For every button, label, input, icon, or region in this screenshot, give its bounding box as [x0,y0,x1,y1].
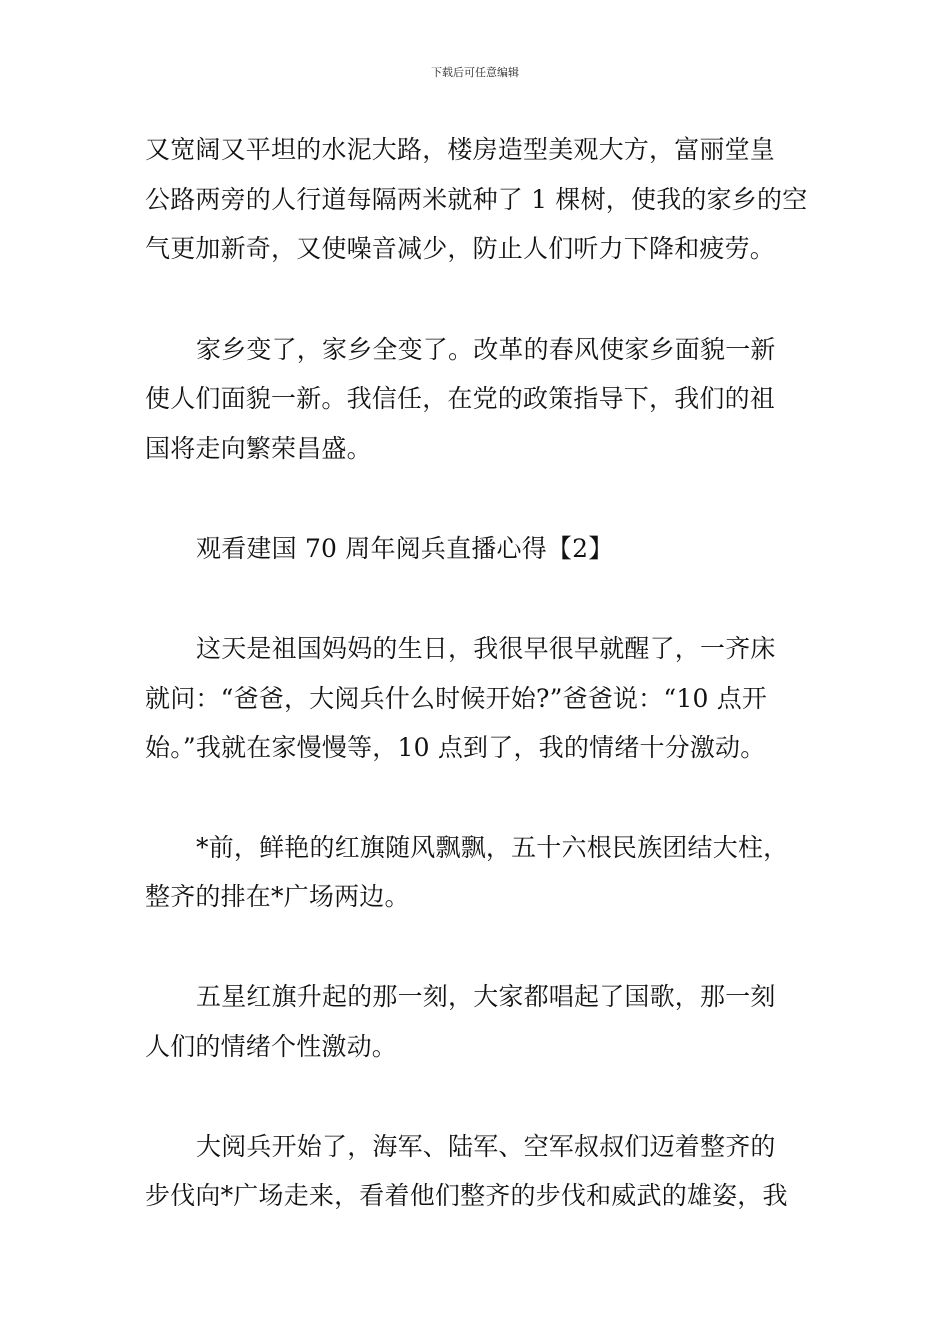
paragraph-1-line-2: 公路两旁的人行道每隔两米就种了 1 棵树，使我的家乡的空 [145,185,808,214]
paragraph-6-line-1: 大阅兵开始了，海军、陆军、空军叔叔们迈着整齐的 [196,1132,776,1161]
paragraph-6-line-2: 步伐向*广场走来，看着他们整齐的步伐和威武的雄姿，我 [145,1181,788,1210]
paragraph-1-line-1: 又宽阔又平坦的水泥大路，楼房造型美观大方，富丽堂皇 [145,135,776,164]
paragraph-2-line-3: 国将走向繁荣昌盛。 [145,434,372,463]
section-heading: 观看建国 70 周年阅兵直播心得【2】 [196,534,614,563]
paragraph-2-line-2: 使人们面貌一新。我信任，在党的政策指导下，我们的祖 [145,384,776,413]
paragraph-3-line-3: 始。”我就在家慢慢等，10 点到了，我的情绪十分激动。 [145,733,766,762]
paragraph-5-line-1: 五星红旗升起的那一刻，大家都唱起了国歌，那一刻 [196,982,776,1011]
paragraph-3-line-2: 就问：“爸爸，大阅兵什么时候开始?”爸爸说：“10 点开 [145,684,768,713]
paragraph-2-line-1: 家乡变了，家乡全变了。改革的春风使家乡面貌一新 [196,335,776,364]
paragraph-3-line-1: 这天是祖国妈妈的生日，我很早很早就醒了，一齐床 [196,634,776,663]
page-header: 下载后可任意编辑 [431,66,519,79]
paragraph-4-line-1: *前，鲜艳的红旗随风飘飘，五十六根民族团结大柱， [196,833,789,862]
paragraph-5-line-2: 人们的情绪个性激动。 [145,1032,398,1061]
paragraph-1-line-3: 气更加新奇，又使噪音减少，防止人们听力下降和疲劳。 [145,234,776,263]
paragraph-4-line-2: 整齐的排在*广场两边。 [145,882,410,911]
